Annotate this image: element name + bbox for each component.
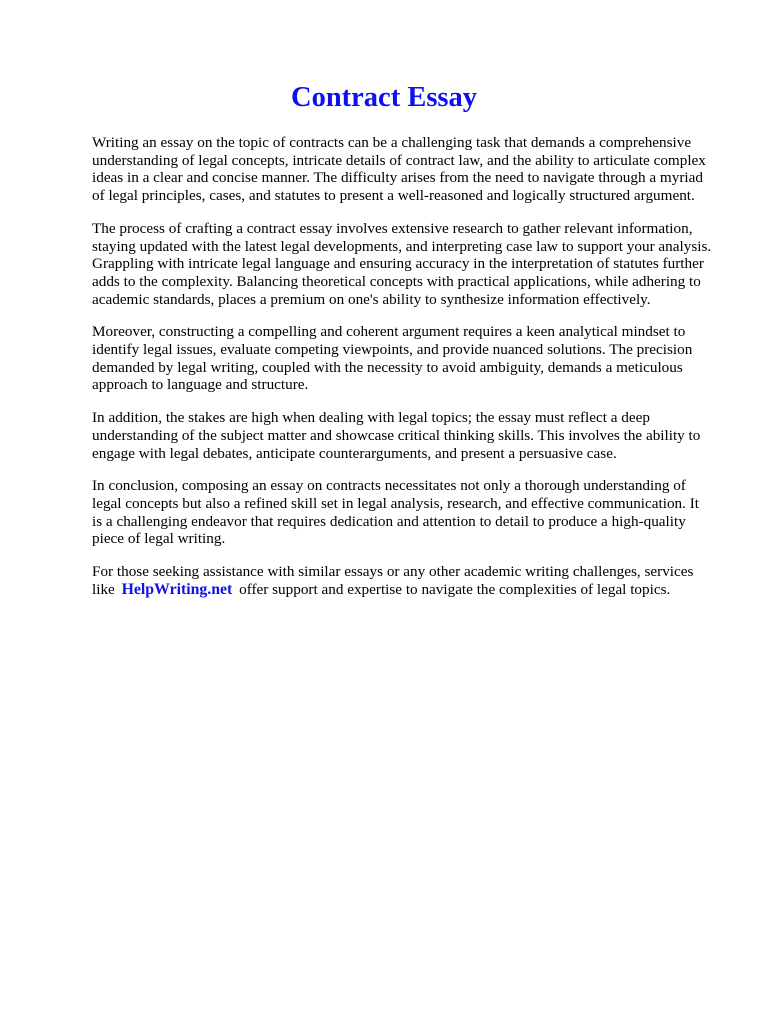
- paragraph-argument: Moreover, constructing a compelling and coherent argument requires a keen analytical mindset to identify legal issues, evaluate competing viewpoints, and provide nuanced solutions. The precision demanded by legal writing, coupled with the necessity to avoid ambiguity, demands a meticulous approach to language and structure.: [92, 323, 693, 394]
- helpwriting-link[interactable]: HelpWriting.net: [121, 580, 233, 598]
- paragraph-process: The process of crafting a contract essay involves extensive research to gather relevant information, staying updated with the latest legal developments, and interpreting case law to support your analysis. Grappling with intricate legal language and ensuring accuracy in the interpretation of statutes further adds to the complexity. Balancing theoretical concepts with practical applications, while adhering to academic standards, places a premium on one's ability to synthesize information effectively.: [92, 219, 712, 308]
- paragraph-stakes: In addition, the stakes are high when dealing with legal topics; the essay must reflect a deep understanding of the subject matter and showcase critical thinking skills. This involves the ability to engage with legal debates, anticipate counterarguments, and present a persuasive case.: [92, 409, 701, 462]
- paragraph-conclusion: In conclusion, composing an essay on contracts necessitates not only a thorough understanding of legal concepts but also a refined skill set in legal analysis, research, and effective communication. It is a challenging endeavor that requires dedication and attention to detail to produce a high-quality piece of legal writing.: [92, 477, 700, 548]
- paragraph-closing: [92, 563, 712, 598]
- paragraph-intro: Writing an essay on the topic of contracts can be a challenging task that demands a comprehensive understanding of legal concepts, intricate details of contract law, and the ability to articulate complex ideas in a clear and concise manner. The difficulty arises from the need to navigate through a myriad of legal principles, cases, and statutes to present a well-reasoned and logically structured argument.: [92, 134, 706, 205]
- page-title: Contract Essay: [290, 82, 478, 113]
- closing-text-before: For those seeking assistance with similar essays or any other academic writing challenges, services like: [92, 563, 694, 598]
- closing-text-after: offer support and expertise to navigate the complexities of legal topics.: [239, 580, 671, 598]
